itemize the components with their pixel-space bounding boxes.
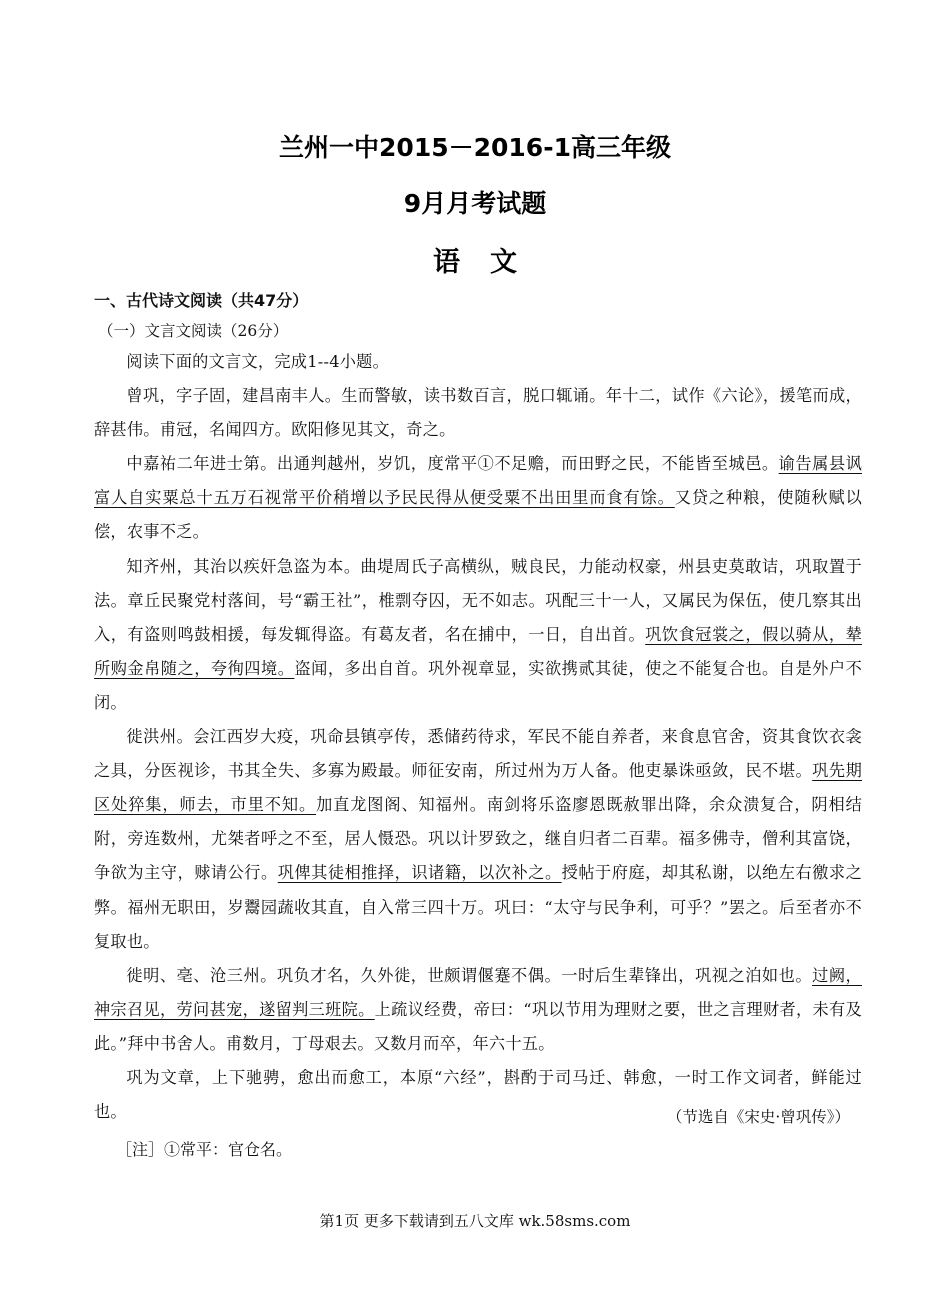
- source-citation: （节选自《宋史·曾巩传》）: [666, 1108, 850, 1126]
- paragraph-3-text-b: 盗闻，多出自首。巩外视章显，实欲携贰其徒，使之不能复合也。自是外户不闭。: [94, 658, 863, 712]
- passage: [94, 345, 862, 1129]
- subject-title: 语文: [433, 247, 547, 278]
- paragraph-1: 曾巩，字子固，建昌南丰人。生而警敏，读书数百言，脱口辄诵。年十二，试作《六论》，援笔而成，辞甚伟。甫冠，名闻四方。欧阳修见其文，奇之。: [94, 386, 862, 440]
- underlined-sentence-4: 巩俾其徒相推择，识诸籍，以次补之。: [277, 863, 562, 883]
- paragraph-4-text-c: 授帖于府庭，却其私谢，以绝左右徼求之弊。福州无职田，岁鬻园蔬收其直，自入常三四十万。巩曰：“太守与民争利，可乎？”罢之。后至者亦不复取也。: [94, 863, 863, 951]
- exam-title: 兰州一中2015－2016-1高三年级: [279, 133, 671, 162]
- section-heading: 一、古代诗文阅读（共47分）: [94, 291, 309, 310]
- paragraph-2: [94, 447, 862, 549]
- paragraph-5-text-a: 徙明、亳、沧三州。巩负才名，久外徙，世颇谓偃蹇不偶。一时后生辈锋出，巩视之泊如也。: [126, 965, 813, 985]
- underlined-sentence-3: 巩先期区处猝集，师去，市里不知。: [94, 761, 863, 815]
- paragraph-6: 巩为文章，上下驰骋，愈出而愈工，本原“六经”，斟酌于司马迁、韩愈，一时工作文词者，鲜能过也。: [94, 1067, 862, 1122]
- paragraph-4-text-a: 徙洪州。会江西岁大疫，巩命县镇亭传，悉储药待求，军民不能自养者，来食息官舍，资其食饮衣衾之具，分医视诊，书其全失、多寡为殿最。师征安南，所过州为万人备。他吏暴诛亟敛，民不堪。: [94, 727, 862, 781]
- paragraph-3: [94, 550, 862, 720]
- exam-subtitle: 9月月考试题: [403, 189, 547, 218]
- footnote: ［注］①常平：官仓名。: [116, 1140, 293, 1159]
- paragraph-5-text-b: 上疏议经费，帝曰：“巩以节用为理财之要，世之言理财者，未有及此。”拜中书舍人。甫数月，丁母艰去。又数月而卒，年六十五。: [94, 999, 862, 1053]
- paragraph-5: [94, 959, 862, 1061]
- paragraph-2-text-b: 又贷之种粮，使随秋赋以偿，农事不乏。: [94, 488, 863, 542]
- underlined-sentence-5: 过阙，神宗召见，劳问甚宠，遂留判三班院。: [94, 965, 862, 1019]
- underlined-sentence-2: 巩饮食冠裳之，假以骑从，辇所购金帛随之，夸徇四境。: [94, 624, 863, 678]
- paragraph-3-text-a: 知齐州，其治以疾奸急盗为本。曲堤周氏子高横纵，贼良民，力能动权豪，州县吏莫敢诘，巩取置于法。章丘民聚党村落间，号“霸王社”，椎剽夺囚，无不如志。巩配三十一人，又属民为保伍，使几察其出入，有盗则鸣鼓相援，每发辄得盗。有葛友者，名在捕中，一日，自出首。: [94, 556, 862, 644]
- instruction: 阅读下面的文言文，完成1--4小题。: [126, 352, 390, 371]
- paragraph-2-text-a: 中嘉祐二年进士第。出通判越州，岁饥，度常平①不足赡，而田野之民，不能皆至城邑。: [126, 454, 779, 474]
- paragraph-4: [94, 720, 862, 959]
- underlined-sentence-1: 谕告属县讽富人自实粟总十五万石视常平价稍增以予民民得从便受粟不出田里而食有馀。: [94, 454, 863, 508]
- subsection-heading: （一）文言文阅读（26分）: [98, 322, 289, 340]
- paragraph-4-text-b: 加直龙图阁、知福州。南剑将乐盗廖恩既赦罪出降，余众溃复合，阴相结附，旁连数州，尤桀者呼之不至，居人慑恐。巩以计罗致之，继自归者二百辈。福多佛寺，僧利其富饶，争欲为主守，赇请公行。: [94, 795, 863, 883]
- page-footer: 第1页 更多下载请到五八文库 wk.58sms.com: [319, 1212, 631, 1230]
